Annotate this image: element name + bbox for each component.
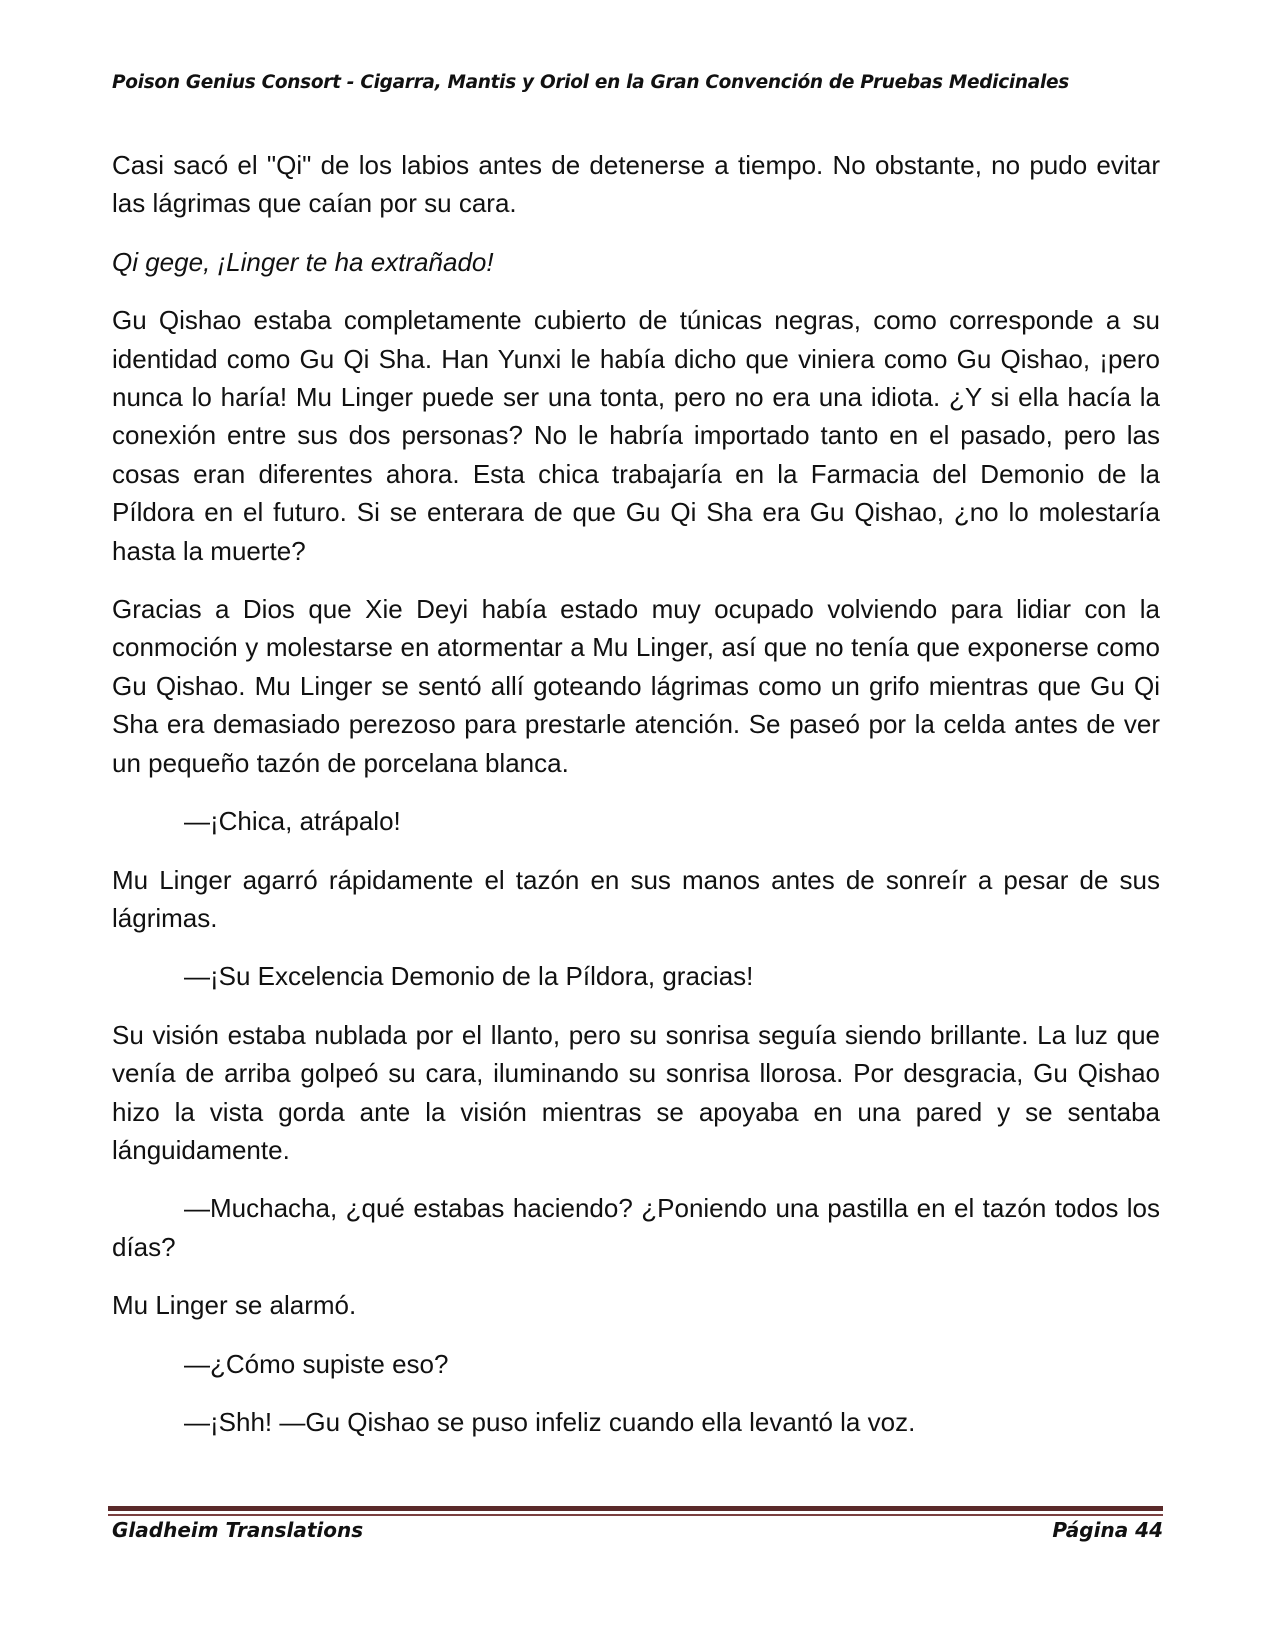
paragraph: Gracias a Dios que Xie Deyi había estado muy ocupado volviendo para lidiar con la conmoción y molestarse en atormentar a Mu Linger, así que no tenía que exponerse como Gu Qishao. Mu Linger se sentó allí goteando lágrimas como un grifo mientras que Gu Qi Sha era demasiado perezoso para prestarle atención. Se paseó por la celda antes de ver un pequeño tazón de porcelana blanca. — [112, 594, 1160, 778]
paragraph: Mu Linger se alarmó. — [112, 1290, 357, 1321]
paragraph: Su visión estaba nublada por el llanto, pero su sonrisa seguía siendo brillante. La luz que venía de arriba golpeó su cara, iluminando su sonrisa llorosa. Por desgracia, Gu Qishao hizo la vista gorda ante la visión mientras se apoyaba en una pared y se sentaba lánguidamente. — [112, 1019, 1160, 1165]
dialogue-line: —¡Chica, atrápalo! — [184, 806, 401, 837]
footer-divider — [108, 1506, 1163, 1511]
page-number: Página 44 — [1052, 1518, 1163, 1542]
footer-divider-thin — [108, 1514, 1163, 1516]
paragraph: Casi sacó el "Qi" de los labios antes de detenerse a tiempo. No obstante, no pudo evitar las lágrimas que caían por su cara. — [112, 150, 1160, 219]
paragraph: Mu Linger agarró rápidamente el tazón en sus manos antes de sonreír a pesar de sus lágrimas. — [112, 864, 1160, 933]
paragraph: —Muchacha, ¿qué estabas haciendo? ¿Poniendo una pastilla en el tazón todos los días? — [112, 1193, 1160, 1262]
body-text — [112, 146, 1160, 1461]
dialogue-line: —¡Shh! —Gu Qishao se puso infeliz cuando ella levantó la voz. — [184, 1406, 916, 1437]
paragraph-italic: Qi gege, ¡Linger te ha extrañado! — [112, 246, 494, 277]
paragraph: Gu Qishao estaba completamente cubierto de túnicas negras, como corresponde a su identidad como Gu Qi Sha. Han Yunxi le había dicho que viniera como Gu Qishao, ¡pero nunca lo haría! Mu Linger puede ser una tonta, pero no era una idiota. ¿Y si ella hacía la conexión entre sus dos personas? No le habría importado tanto en el pasado, pero las cosas eran diferentes ahora. Esta chica trabajaría en la Farmacia del Demonio de la Píldora en el futuro. Si se enterara de que Gu Qi Sha era Gu Qishao, ¿no lo molestaría hasta la muerte? — [112, 305, 1160, 566]
dialogue-line: —¡Su Excelencia Demonio de la Píldora, gracias! — [184, 961, 754, 992]
footer-publisher: Gladheim Translations — [112, 1518, 364, 1542]
running-header: Poison Genius Consort - Cigarra, Mantis y Oriol en la Gran Convención de Pruebas Medicinales — [112, 72, 1069, 93]
dialogue-line: —¿Cómo supiste eso? — [184, 1348, 449, 1379]
